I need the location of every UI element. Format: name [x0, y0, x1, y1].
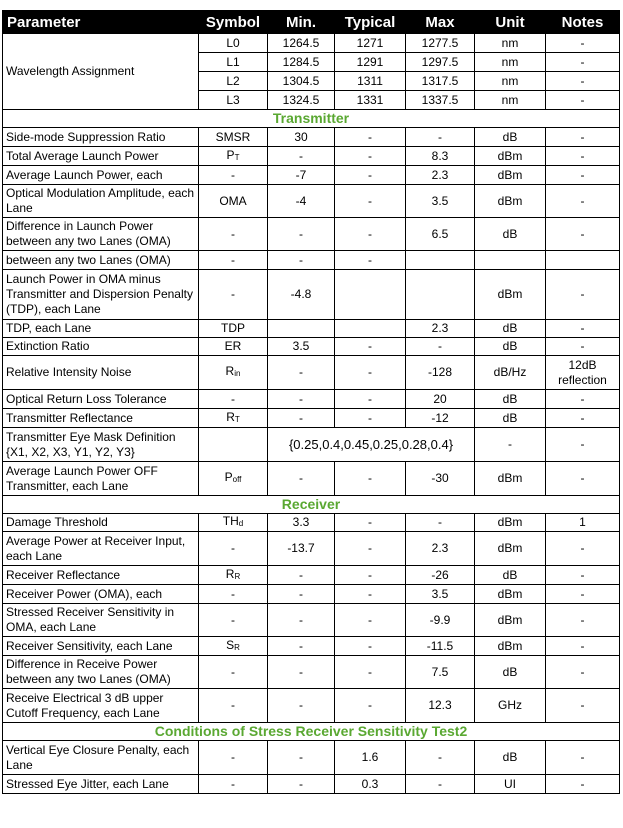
min-cell: - [268, 637, 335, 656]
cell-min: 1324.5 [268, 91, 335, 110]
symbol-cell: TDP [199, 320, 268, 338]
max-cell: - [406, 338, 475, 356]
cell-unit: nm [475, 53, 546, 72]
cell-notes: - [546, 53, 620, 72]
max-cell: 20 [406, 390, 475, 409]
spec-row [3, 356, 620, 390]
symbol-cell [199, 428, 268, 462]
typical-cell: - [335, 689, 406, 723]
min-cell: - [268, 585, 335, 604]
unit-cell: dBm [475, 270, 546, 320]
conditions-rows [3, 741, 620, 794]
min-cell: - [268, 218, 335, 251]
symbol-subscript: T [234, 414, 240, 424]
unit-cell: dB [475, 390, 546, 409]
parameter-cell: Relative Intensity Noise [3, 356, 199, 390]
spec-row [3, 390, 620, 409]
eye-mask-values: {0.25,0.4,0.45,0.25,0.28,0.4} [268, 428, 475, 462]
header-unit: Unit [475, 11, 546, 34]
spec-row [3, 128, 620, 147]
spec-row [3, 320, 620, 338]
max-cell: -128 [406, 356, 475, 390]
notes-cell: - [546, 462, 620, 496]
section-transmitter-row [3, 110, 620, 128]
cell-unit: nm [475, 91, 546, 110]
cell-symbol: L1 [199, 53, 268, 72]
typical-cell: - [335, 532, 406, 566]
cell-min: 1264.5 [268, 34, 335, 53]
parameter-cell: Damage Threshold [3, 514, 199, 532]
cell-typ: 1331 [335, 91, 406, 110]
parameter-cell: Difference in Receive Power between any two Lanes (OMA) [3, 656, 199, 689]
symbol-cell [199, 462, 268, 496]
typical-cell: - [335, 390, 406, 409]
parameter-cell: Vertical Eye Closure Penalty, each Lane [3, 741, 199, 775]
max-cell: 12.3 [406, 689, 475, 723]
cell-symbol: L0 [199, 34, 268, 53]
symbol-cell: ER [199, 338, 268, 356]
symbol-main: R [225, 566, 235, 581]
cell-typ: 1311 [335, 72, 406, 91]
parameter-cell: Stressed Receiver Sensitivity in OMA, each Lane [3, 604, 199, 637]
symbol-subscript: off [232, 475, 242, 484]
symbol-subscript: T [234, 152, 240, 162]
typical-cell: - [335, 251, 406, 270]
symbol-cell [199, 147, 268, 166]
max-cell: 7.5 [406, 656, 475, 689]
notes-cell: - [546, 338, 620, 356]
symbol-cell: SMSR [199, 128, 268, 147]
symbol-subscript: R [234, 571, 241, 581]
typical-cell [335, 270, 406, 320]
unit-cell: dB [475, 218, 546, 251]
symbol-cell: - [199, 532, 268, 566]
typical-cell: 1.6 [335, 741, 406, 775]
spec-row [3, 166, 620, 185]
symbol-subscript: R [234, 642, 240, 652]
section-receiver: Receiver [3, 496, 620, 514]
unit-cell: dB [475, 320, 546, 338]
parameter-cell: Receive Electrical 3 dB upper Cutoff Frequency, each Lane [3, 689, 199, 723]
spec-row [3, 147, 620, 166]
notes-cell: - [546, 185, 620, 218]
min-cell: - [268, 741, 335, 775]
unit-cell: dB [475, 338, 546, 356]
header-symbol: Symbol [199, 11, 268, 34]
spec-row [3, 409, 620, 428]
notes-cell: - [546, 218, 620, 251]
header-notes: Notes [546, 11, 620, 34]
cell-max: 1297.5 [406, 53, 475, 72]
symbol-cell: - [199, 251, 268, 270]
max-cell: - [406, 775, 475, 794]
spec-row [3, 689, 620, 723]
cell-symbol: L2 [199, 72, 268, 91]
unit-cell: - [475, 428, 546, 462]
typical-cell: - [335, 566, 406, 585]
typical-cell: - [335, 409, 406, 428]
unit-cell: dBm [475, 514, 546, 532]
notes-cell: - [546, 270, 620, 320]
symbol-cell: - [199, 689, 268, 723]
section-receiver-row [3, 496, 620, 514]
typical-cell: - [335, 514, 406, 532]
header-min: Min. [268, 11, 335, 34]
min-cell: - [268, 409, 335, 428]
parameter-cell: Receiver Power (OMA), each [3, 585, 199, 604]
min-cell: - [268, 356, 335, 390]
unit-cell: dB [475, 566, 546, 585]
min-cell: - [268, 775, 335, 794]
unit-cell: GHz [475, 689, 546, 723]
notes-cell: - [546, 532, 620, 566]
typical-cell: - [335, 462, 406, 496]
cell-max: 1317.5 [406, 72, 475, 91]
symbol-cell [199, 514, 268, 532]
symbol-cell: - [199, 656, 268, 689]
parameter-cell: Receiver Reflectance [3, 566, 199, 585]
parameter-cell: Difference in Launch Power between any two Lanes (OMA) [3, 218, 199, 251]
max-cell: 2.3 [406, 320, 475, 338]
min-cell: - [268, 566, 335, 585]
symbol-cell: - [199, 270, 268, 320]
unit-cell: dBm [475, 185, 546, 218]
min-cell: -4.8 [268, 270, 335, 320]
cell-max: 1277.5 [406, 34, 475, 53]
notes-cell: - [546, 147, 620, 166]
spec-row [3, 462, 620, 496]
unit-cell: dBm [475, 166, 546, 185]
parameter-cell: Side-mode Suppression Ratio [3, 128, 199, 147]
spec-row [3, 775, 620, 794]
notes-cell: - [546, 775, 620, 794]
symbol-main: R [225, 364, 235, 378]
symbol-cell [199, 356, 268, 390]
spec-row [3, 637, 620, 656]
unit-cell: dBm [475, 585, 546, 604]
unit-cell: dB [475, 128, 546, 147]
notes-cell: - [546, 390, 620, 409]
symbol-cell [199, 409, 268, 428]
cell-notes: - [546, 72, 620, 91]
header-max: Max [406, 11, 475, 34]
cell-min: 1304.5 [268, 72, 335, 91]
transmitter-rows [3, 128, 620, 496]
parameter-cell: Transmitter Eye Mask Definition {X1, X2, X3, Y1, Y2, Y3} [3, 428, 199, 462]
max-cell [406, 251, 475, 270]
typical-cell: 0.3 [335, 775, 406, 794]
symbol-cell: - [199, 166, 268, 185]
min-cell: - [268, 656, 335, 689]
typical-cell: - [335, 166, 406, 185]
max-cell: - [406, 741, 475, 775]
notes-cell: - [546, 741, 620, 775]
parameter-cell: Average Launch Power OFF Transmitter, each Lane [3, 462, 199, 496]
max-cell: 3.5 [406, 185, 475, 218]
receiver-rows [3, 514, 620, 723]
symbol-cell: - [199, 218, 268, 251]
max-cell: - [406, 128, 475, 147]
unit-cell: dBm [475, 532, 546, 566]
cell-unit: nm [475, 34, 546, 53]
parameter-cell: Extinction Ratio [3, 338, 199, 356]
parameter-cell: Receiver Sensitivity, each Lane [3, 637, 199, 656]
symbol-cell: - [199, 775, 268, 794]
max-cell: -12 [406, 409, 475, 428]
spec-row [3, 514, 620, 532]
spec-row [3, 185, 620, 218]
notes-cell: - [546, 656, 620, 689]
notes-cell: - [546, 689, 620, 723]
notes-cell: - [546, 428, 620, 462]
typical-cell [335, 320, 406, 338]
cell-min: 1284.5 [268, 53, 335, 72]
spec-row [3, 270, 620, 320]
parameter-cell: Total Average Launch Power [3, 147, 199, 166]
parameter-cell: Transmitter Reflectance [3, 409, 199, 428]
typical-cell: - [335, 604, 406, 637]
spec-row [3, 604, 620, 637]
symbol-cell: - [199, 585, 268, 604]
cell-notes: - [546, 34, 620, 53]
parameter-cell: Average Power at Receiver Input, each Lane [3, 532, 199, 566]
symbol-subscript: in [234, 369, 241, 378]
max-cell [406, 270, 475, 320]
unit-cell: dB/Hz [475, 356, 546, 390]
unit-cell: dBm [475, 462, 546, 496]
header-row [3, 11, 620, 34]
spec-row [3, 338, 620, 356]
max-cell: 2.3 [406, 532, 475, 566]
symbol-cell: - [199, 604, 268, 637]
wavelength-param: Wavelength Assignment [3, 34, 199, 110]
section-transmitter: Transmitter [3, 110, 620, 128]
spec-row [3, 218, 620, 251]
parameter-cell: Stressed Eye Jitter, each Lane [3, 775, 199, 794]
unit-cell: dB [475, 741, 546, 775]
spec-row [3, 741, 620, 775]
symbol-cell: - [199, 741, 268, 775]
unit-cell [475, 251, 546, 270]
notes-cell: - [546, 128, 620, 147]
notes-cell: - [546, 637, 620, 656]
typical-cell: - [335, 218, 406, 251]
spec-row [3, 532, 620, 566]
notes-cell [546, 251, 620, 270]
notes-cell: - [546, 409, 620, 428]
cell-max: 1337.5 [406, 91, 475, 110]
typical-cell: - [335, 185, 406, 218]
min-cell: 3.3 [268, 514, 335, 532]
symbol-main: S [226, 637, 235, 652]
notes-cell: - [546, 585, 620, 604]
typical-cell: - [335, 147, 406, 166]
min-cell: - [268, 147, 335, 166]
symbol-cell: OMA [199, 185, 268, 218]
notes-cell: - [546, 166, 620, 185]
cell-notes: - [546, 91, 620, 110]
symbol-main: P [224, 470, 233, 484]
symbol-main: TH [222, 514, 239, 528]
max-cell: 8.3 [406, 147, 475, 166]
cell-symbol: L3 [199, 91, 268, 110]
symbol-main: R [226, 409, 235, 424]
symbol-cell [199, 566, 268, 585]
typical-cell: - [335, 656, 406, 689]
max-cell: 3.5 [406, 585, 475, 604]
notes-cell: 12dB reflection [546, 356, 620, 390]
min-cell: - [268, 390, 335, 409]
notes-cell: - [546, 604, 620, 637]
notes-cell: - [546, 566, 620, 585]
unit-cell: dB [475, 656, 546, 689]
symbol-main: P [226, 147, 235, 162]
symbol-cell: - [199, 390, 268, 409]
cell-typ: 1271 [335, 34, 406, 53]
typical-cell: - [335, 356, 406, 390]
typical-cell: - [335, 338, 406, 356]
min-cell: 30 [268, 128, 335, 147]
section-conditions: Conditions of Stress Receiver Sensitivity Test2 [3, 723, 620, 741]
notes-cell: - [546, 320, 620, 338]
min-cell: -13.7 [268, 532, 335, 566]
unit-cell: dBm [475, 637, 546, 656]
notes-cell: 1 [546, 514, 620, 532]
max-cell: -26 [406, 566, 475, 585]
min-cell: -4 [268, 185, 335, 218]
parameter-cell: Optical Return Loss Tolerance [3, 390, 199, 409]
unit-cell: dBm [475, 147, 546, 166]
header-parameter: Parameter [3, 11, 199, 34]
max-cell: 2.3 [406, 166, 475, 185]
unit-cell: UI [475, 775, 546, 794]
unit-cell: dBm [475, 604, 546, 637]
min-cell: - [268, 689, 335, 723]
max-cell: -30 [406, 462, 475, 496]
spec-row [3, 428, 620, 462]
wavelength-row [3, 34, 620, 53]
min-cell [268, 320, 335, 338]
min-cell: - [268, 604, 335, 637]
min-cell: - [268, 462, 335, 496]
symbol-cell [199, 637, 268, 656]
cell-unit: nm [475, 72, 546, 91]
section-conditions-row [3, 723, 620, 741]
parameter-cell: Optical Modulation Amplitude, each Lane [3, 185, 199, 218]
min-cell: 3.5 [268, 338, 335, 356]
max-cell: -9.9 [406, 604, 475, 637]
specifications-table [2, 10, 620, 794]
min-cell: -7 [268, 166, 335, 185]
max-cell: - [406, 514, 475, 532]
cell-typ: 1291 [335, 53, 406, 72]
spec-row [3, 251, 620, 270]
parameter-cell: between any two Lanes (OMA) [3, 251, 199, 270]
spec-row [3, 566, 620, 585]
parameter-cell: Average Launch Power, each [3, 166, 199, 185]
max-cell: -11.5 [406, 637, 475, 656]
parameter-cell: TDP, each Lane [3, 320, 199, 338]
parameter-cell: Launch Power in OMA minus Transmitter and Dispersion Penalty (TDP), each Lane [3, 270, 199, 320]
typical-cell: - [335, 585, 406, 604]
typical-cell: - [335, 637, 406, 656]
unit-cell: dB [475, 409, 546, 428]
symbol-subscript: d [238, 519, 244, 528]
spec-row [3, 656, 620, 689]
min-cell: - [268, 251, 335, 270]
spec-row [3, 585, 620, 604]
typical-cell: - [335, 128, 406, 147]
max-cell: 6.5 [406, 218, 475, 251]
header-typical: Typical [335, 11, 406, 34]
